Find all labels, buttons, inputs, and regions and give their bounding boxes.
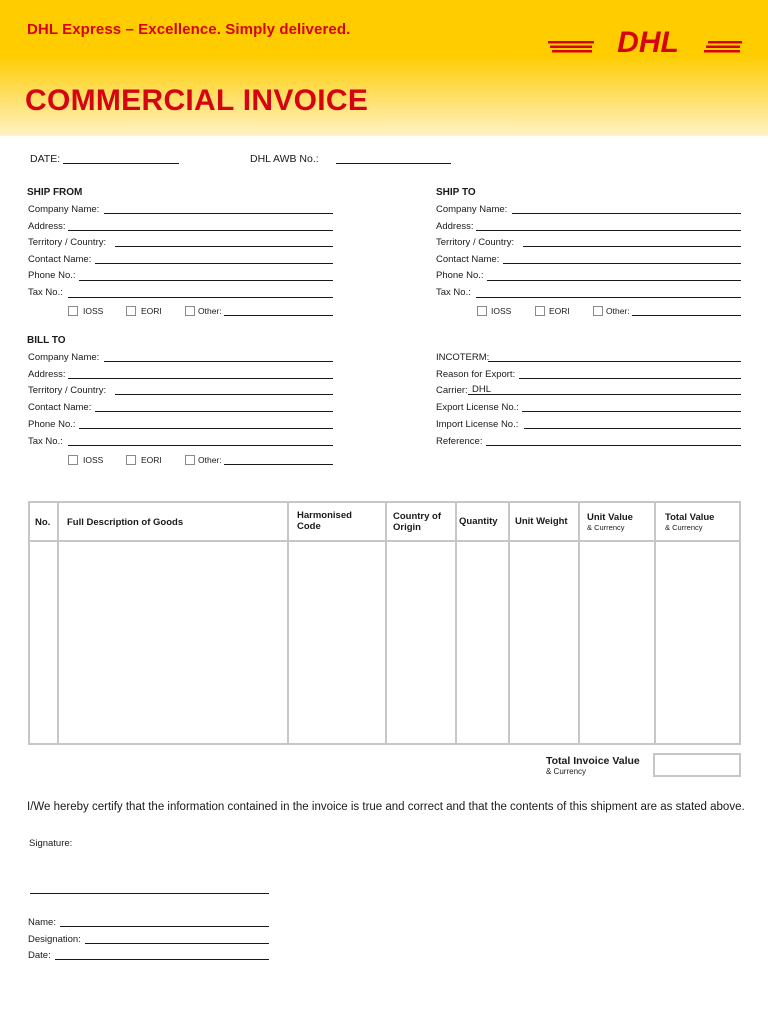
table-col-divider: [508, 503, 510, 743]
export-license-label: Export License No.:: [436, 402, 519, 413]
ship-to-country-label: Territory / Country:: [436, 237, 515, 248]
date-label: DATE:: [30, 153, 61, 165]
ship-to-other-field[interactable]: [632, 315, 741, 316]
import-license-label: Import License No.:: [436, 419, 519, 430]
bill-to-company-label: Company Name:: [28, 352, 100, 363]
ship-from-tax-label: Tax No.:: [28, 287, 63, 298]
col-header-total-value: Total Value & Currency: [665, 512, 715, 532]
ship-to-ioss-label: IOSS: [491, 306, 512, 316]
bill-to-tax-label: Tax No.:: [28, 436, 63, 447]
reason-export-label: Reason for Export:: [436, 369, 516, 380]
bill-to-company-field[interactable]: [104, 361, 333, 362]
col-header-quantity: Quantity: [459, 516, 498, 527]
col-header-unit-weight: Unit Weight: [515, 516, 568, 527]
ship-to-company-label: Company Name:: [436, 204, 508, 215]
ship-from-address-label: Address:: [28, 221, 66, 232]
bill-to-eori-label: EORI: [141, 455, 162, 465]
ship-to-country-field[interactable]: [523, 246, 741, 247]
tagline: DHL Express – Excellence. Simply delivered.: [27, 21, 351, 38]
ship-to-contact-label: Contact Name:: [436, 254, 500, 265]
bill-to-phone-field[interactable]: [79, 428, 333, 429]
col-header-hs-code: Harmonised Code: [297, 510, 352, 532]
bill-to-other-field[interactable]: [224, 464, 333, 465]
reference-label: Reference:: [436, 436, 483, 447]
ship-to-tax-field[interactable]: [476, 297, 741, 298]
bill-to-country-label: Territory / Country:: [28, 385, 107, 396]
ship-from-phone-label: Phone No.:: [28, 270, 76, 281]
ship-from-eori-checkbox[interactable]: [126, 306, 136, 316]
reference-field[interactable]: [486, 445, 741, 446]
header-banner: [0, 0, 768, 136]
bill-to-phone-label: Phone No.:: [28, 419, 76, 430]
awb-field[interactable]: [336, 163, 451, 164]
bill-to-address-field[interactable]: [68, 378, 333, 379]
ship-from-heading: SHIP FROM: [27, 187, 83, 198]
table-col-divider: [578, 503, 580, 743]
dhl-logo-text: DHL: [617, 26, 679, 54]
ship-from-other-checkbox[interactable]: [185, 306, 195, 316]
table-col-divider: [385, 503, 387, 743]
name-label: Name:: [28, 917, 56, 928]
ship-to-phone-label: Phone No.:: [436, 270, 484, 281]
bill-to-ioss-checkbox[interactable]: [68, 455, 78, 465]
bill-to-tax-field[interactable]: [68, 445, 333, 446]
signature-label: Signature:: [29, 838, 73, 849]
ship-to-eori-checkbox[interactable]: [535, 306, 545, 316]
ship-to-eori-label: EORI: [549, 306, 570, 316]
bill-to-other-checkbox[interactable]: [185, 455, 195, 465]
table-col-divider: [455, 503, 457, 743]
ship-to-address-field[interactable]: [476, 230, 741, 231]
ship-to-heading: SHIP TO: [436, 187, 476, 198]
certification-statement: I/We hereby certify that the information contained in the invoice is true and correct and that the contents of this shipment are as stated above.: [27, 801, 745, 813]
ship-from-contact-label: Contact Name:: [28, 254, 92, 265]
carrier-value: DHL: [472, 384, 492, 395]
table-col-divider: [287, 503, 289, 743]
total-invoice-label: Total Invoice Value: [546, 755, 640, 767]
dhl-logo: [548, 26, 742, 54]
sign-date-label: Date:: [28, 950, 51, 961]
signature-field[interactable]: [30, 893, 269, 894]
date-field[interactable]: [63, 163, 179, 164]
ship-from-eori-label: EORI: [141, 306, 162, 316]
ship-to-other-label: Other:: [606, 306, 630, 316]
total-invoice-field[interactable]: [653, 753, 741, 777]
ship-to-ioss-checkbox[interactable]: [477, 306, 487, 316]
bill-to-ioss-label: IOSS: [83, 455, 104, 465]
ship-from-other-field[interactable]: [224, 315, 333, 316]
table-col-divider: [654, 503, 656, 743]
ship-to-address-label: Address:: [436, 221, 474, 232]
ship-from-company-field[interactable]: [104, 213, 333, 214]
name-field[interactable]: [60, 926, 269, 927]
carrier-field[interactable]: [468, 394, 741, 395]
incoterm-field[interactable]: [488, 361, 741, 362]
col-header-origin: Country of Origin: [393, 511, 442, 533]
bill-to-eori-checkbox[interactable]: [126, 455, 136, 465]
carrier-label: Carrier:: [436, 385, 468, 396]
bill-to-country-field[interactable]: [115, 394, 333, 395]
page-title: COMMERCIAL INVOICE: [25, 84, 369, 117]
ship-to-other-checkbox[interactable]: [593, 306, 603, 316]
ship-from-other-label: Other:: [198, 306, 222, 316]
ship-from-country-label: Territory / Country:: [28, 237, 107, 248]
import-license-field[interactable]: [524, 428, 741, 429]
ship-from-company-label: Company Name:: [28, 204, 100, 215]
bill-to-address-label: Address:: [28, 369, 66, 380]
goods-table: [28, 501, 741, 745]
ship-from-address-field[interactable]: [68, 230, 333, 231]
export-license-field[interactable]: [522, 411, 741, 412]
ship-to-company-field[interactable]: [512, 213, 741, 214]
incoterm-label: INCOTERM:: [436, 352, 490, 363]
bill-to-contact-label: Contact Name:: [28, 402, 92, 413]
ship-from-ioss-checkbox[interactable]: [68, 306, 78, 316]
ship-from-country-field[interactable]: [115, 246, 333, 247]
col-header-description: Full Description of Goods: [67, 517, 184, 528]
bill-to-heading: BILL TO: [27, 335, 66, 346]
sign-date-field[interactable]: [55, 959, 269, 960]
ship-from-contact-field[interactable]: [95, 263, 333, 264]
reason-export-field[interactable]: [519, 378, 741, 379]
table-col-divider: [57, 503, 59, 743]
ship-to-phone-field[interactable]: [487, 280, 741, 281]
designation-field[interactable]: [85, 943, 269, 944]
col-header-unit-value: Unit Value & Currency: [587, 512, 633, 532]
total-invoice-sublabel: & Currency: [546, 767, 587, 776]
designation-label: Designation:: [28, 934, 81, 945]
col-header-no: No.: [35, 517, 51, 528]
ship-from-tax-field[interactable]: [68, 297, 333, 298]
ship-from-ioss-label: IOSS: [83, 306, 104, 316]
ship-to-tax-label: Tax No.:: [436, 287, 471, 298]
awb-label: DHL AWB No.:: [250, 153, 319, 165]
bill-to-contact-field[interactable]: [95, 411, 333, 412]
ship-to-contact-field[interactable]: [503, 263, 741, 264]
bill-to-other-label: Other:: [198, 455, 222, 465]
ship-from-phone-field[interactable]: [79, 280, 333, 281]
